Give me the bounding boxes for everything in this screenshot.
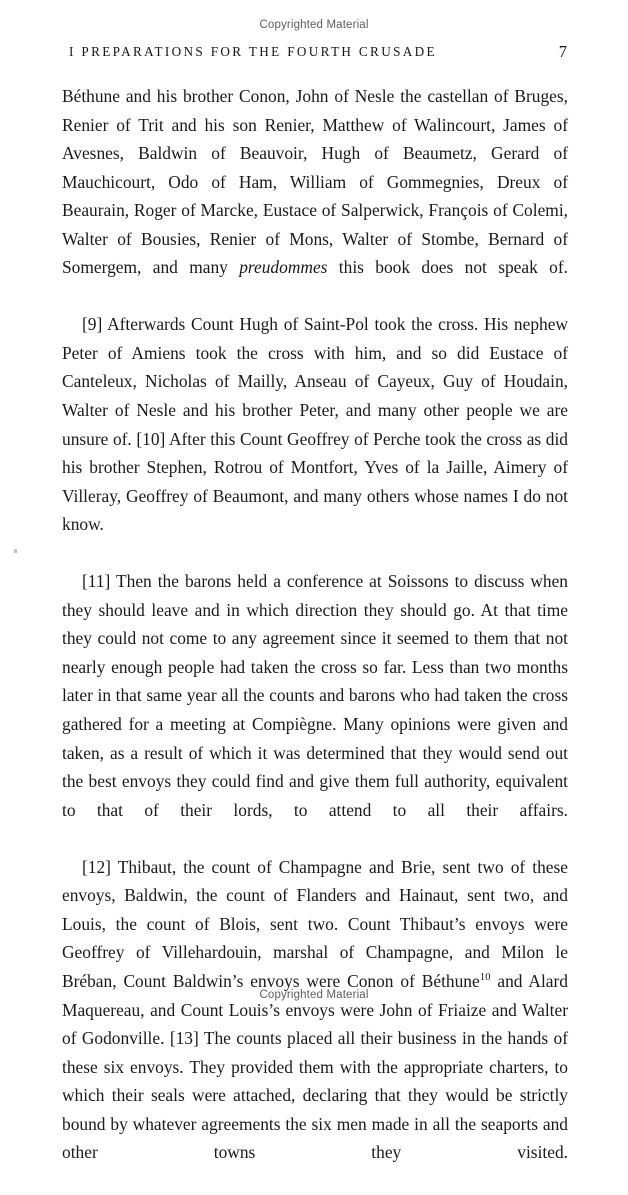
running-head-title: I PREPARATIONS FOR THE FOURTH CRUSADE bbox=[69, 44, 437, 59]
para-1: Béthune and his brother Conon, John of Nesle the castellan of Bruges, Renier of Trit and his son Renier, Matthew of Walincourt, James of Avesnes, Baldwin of Beauvoir, Hugh of Beaumetz, Gerard of Mauchicourt, Odo of Ham, William of Gommegnies, Dreux of Beaurain, Roger of Marcke, Eustace of Salperwick, François of Colemi, Walter of Bousies, Renier of Mons, Walter of Stombe, Bernard of Somergem, and many preudommes this book does not speak of. bbox=[62, 86, 569, 278]
running-head bbox=[62, 44, 567, 64]
para-2: [9] Afterwards Count Hugh of Saint-Pol took the cross. His nephew Peter of Amiens took the cross with him, and so did Eustace of Canteleux, Nicholas of Mailly, Anseau of Cayeux, Guy of Houdain, Walter of Nesle and his brother Peter, and many other people we are unsure of. [10] After this Count Geoffrey of Perche took the cross as did his brother Stephen, Rotrou of Montfort, Yves of la Jaille, Aimery of Villeray, Geoffrey of Beaumont, and many others whose names I do not know. bbox=[62, 314, 568, 535]
copyright-watermark-top: Copyrighted Material bbox=[259, 19, 369, 31]
para-4: [12] Thibaut, the count of Champagne and Brie, sent two of these envoys, Baldwin, the count of Flanders and Hainaut, sent two, and Louis, the count of Blois, sent two. Count Thibaut’s envoys were Geoffrey of Villehardouin, marshal of Champagne, and Milon le Bréban, Count Baldwin’s envoys were Conon of Béthune$^{10}$ and Alard Maquereau, and Count Louis’s envoys were John of Friaize and Walter of Godonville. [13] The counts placed all their business in the hands of these six envoys. They provided them with the appropriate charters, to which their seals were attached, declaring that they would be strictly bound by whatever agreements the six men made in all the seaports and other towns they visited. bbox=[62, 856, 569, 1163]
italic-term: preudommes bbox=[239, 257, 328, 278]
page-number: 7 bbox=[558, 42, 567, 61]
body-text-block bbox=[62, 82, 568, 1195]
para-3: [11] Then the barons held a conference at Soissons to discuss when they should leave and in which direction they should go. At that time they could not come to any agreement since it seemed to them that not nearly enough people had taken the cross so far. Less than two months later in that same year all the counts and barons who had taken the cross gathered for a meeting at Compiègne. Many opinions were given and taken, as a result of which it was determined that they would send out the best envoys they could find and give them full authority, equivalent to that of their lords, to attend to all their affairs. bbox=[62, 571, 568, 820]
footnote-marker[interactable]: 10 bbox=[479, 971, 491, 984]
copyright-watermark-bottom: Copyrighted Material bbox=[259, 989, 369, 1001]
scan-artifact-speck bbox=[14, 549, 17, 553]
